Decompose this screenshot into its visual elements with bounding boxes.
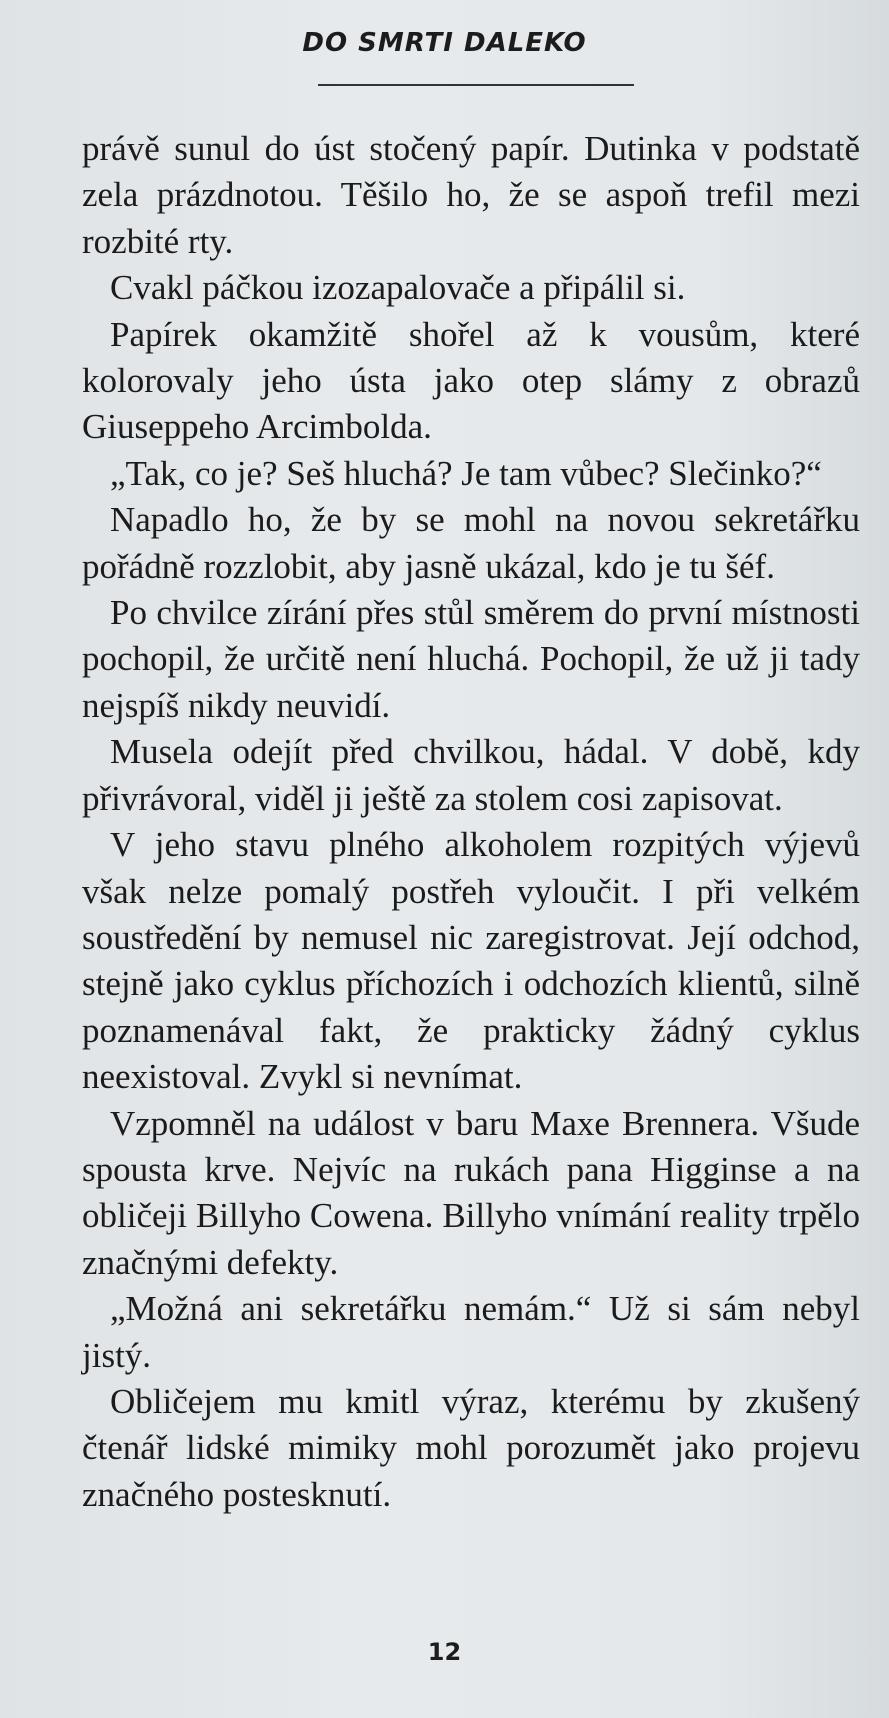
paragraph: „Možná ani sekretářku nemám.“ Už si sám nebyl jistý. [82,1289,860,1375]
paragraph: Papírek okamžitě shořel až k vousům, které kolorovaly jeho ústa jako otep slámy z obrazů Giuseppeho Arcimbolda. [82,314,860,447]
running-head: DO SMRTI DALEKO [302,28,587,58]
paragraph: Cvakl páčkou izozapalovače a připálil si. [110,268,686,308]
paragraph: právě sunul do úst stočený papír. Dutinka v podstatě zela prázdnotou. Těšilo ho, že se aspoň trefil mezi rozbité rty. [82,129,860,261]
page-number: 12 [427,1638,462,1666]
body-text [82,126,860,1518]
paragraph: Vzpomněl na událost v baru Maxe Brennera. Všude spousta krve. Nejvíc na rukách pana Higginse a na obličeji Billyho Cowena. Billyho vnímání reality trpělo značnými defekty. [82,1103,860,1282]
paragraph: Po chvilce zírání přes stůl směrem do první místnosti pochopil, že určitě není hluchá. Pochopil, že už ji tady nejspíš nikdy neuvidí. [82,593,860,725]
paragraph: Napadlo ho, že by se mohl na novou sekretářku pořádně rozzlobit, aby jasně ukázal, kdo je tu šéf. [82,500,860,586]
header-rule [318,84,634,86]
paragraph: „Tak, co je? Seš hluchá? Je tam vůbec? Slečinko?“ [110,453,822,493]
paragraph: V jeho stavu plného alkoholem rozpitých výjevů však nelze pomalý postřeh vyloučit. I při velkém soustředění by nemusel nic zaregistrovat. Její odchod, stejně jako cyklus příchozích i odchozích klientů, silně poznamenával fakt, že prakticky žádný cyklus neexistoval. Zvykl si nevnímat. [82,825,860,1097]
paragraph: Obličejem mu kmitl výraz, kterému by zkušený čtenář lidské mimiky mohl porozumět jako projevu značného postesknutí. [82,1381,860,1514]
paragraph: Musela odejít před chvilkou, hádal. V době, kdy přivrávoral, viděl ji ještě za stolem cosi zapisovat. [82,732,860,818]
